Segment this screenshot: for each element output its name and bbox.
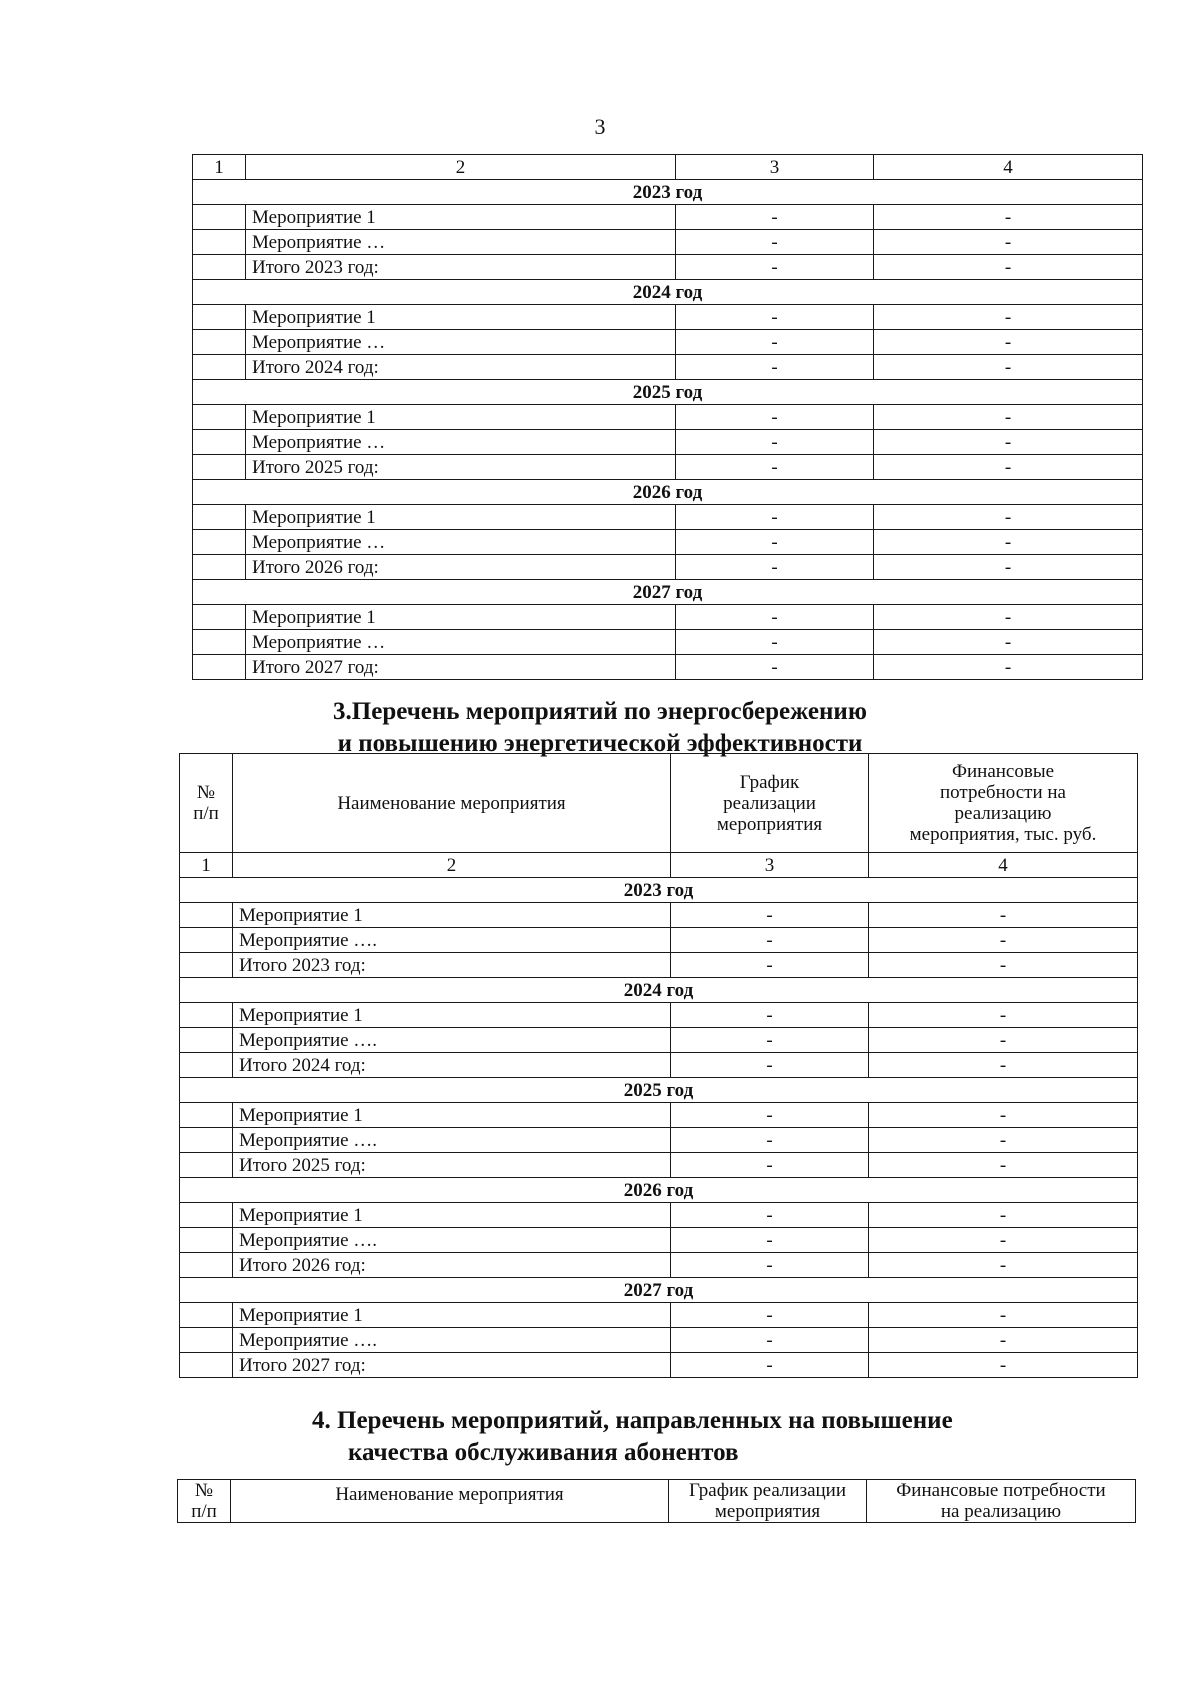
event-schedule: - [671, 1228, 869, 1253]
year-total-label: Итого 2024 год: [246, 355, 676, 380]
number-cell [180, 1128, 233, 1153]
year-row [193, 480, 1143, 505]
event-finance: - [874, 230, 1143, 255]
year-total-finance: - [869, 1053, 1138, 1078]
number-cell [193, 205, 246, 230]
event-schedule: - [671, 1128, 869, 1153]
table-row [180, 1328, 1138, 1353]
year-total-finance: - [869, 1353, 1138, 1378]
number-cell [180, 1103, 233, 1128]
event-name: Мероприятие 1 [246, 605, 676, 630]
number-cell [180, 1228, 233, 1253]
column-number-row [180, 853, 1138, 878]
number-cell [180, 1303, 233, 1328]
table-row [193, 430, 1143, 455]
customer-service-events-table [177, 1479, 1136, 1523]
year-total-finance: - [869, 1253, 1138, 1278]
event-name: Мероприятие …. [233, 1128, 671, 1153]
event-finance: - [869, 1303, 1138, 1328]
year-total-label: Итого 2025 год: [233, 1153, 671, 1178]
section-3-title [0, 696, 1200, 760]
col-header-schedule: График реализации мероприятия [671, 754, 869, 853]
year-total-label: Итого 2025 год: [246, 455, 676, 480]
event-finance: - [874, 630, 1143, 655]
number-cell [180, 1353, 233, 1378]
event-schedule: - [671, 903, 869, 928]
year-heading: 2023 год [193, 180, 1143, 205]
event-schedule: - [676, 505, 874, 530]
number-cell [180, 903, 233, 928]
col-header-number: № п/п [178, 1480, 231, 1523]
column-number-4: 4 [869, 853, 1138, 878]
table-row [193, 405, 1143, 430]
column-number-2: 2 [246, 155, 676, 180]
event-schedule: - [676, 530, 874, 555]
event-name: Мероприятие …. [233, 928, 671, 953]
number-cell [180, 953, 233, 978]
event-schedule: - [676, 430, 874, 455]
event-schedule: - [671, 1028, 869, 1053]
events-table-continued [192, 154, 1143, 680]
number-cell [180, 1203, 233, 1228]
column-number-2: 2 [233, 853, 671, 878]
event-finance: - [869, 903, 1138, 928]
event-finance: - [874, 605, 1143, 630]
year-total-label: Итого 2026 год: [246, 555, 676, 580]
year-total-schedule: - [676, 455, 874, 480]
event-name: Мероприятие … [246, 430, 676, 455]
year-total-label: Итого 2024 год: [233, 1053, 671, 1078]
table3-header-row [178, 1480, 1136, 1523]
table-row [193, 605, 1143, 630]
number-cell [193, 430, 246, 455]
event-schedule: - [676, 330, 874, 355]
event-schedule: - [676, 305, 874, 330]
year-total-finance: - [874, 255, 1143, 280]
event-name: Мероприятие 1 [233, 1003, 671, 1028]
year-row [193, 580, 1143, 605]
number-cell [180, 1053, 233, 1078]
year-heading: 2027 год [193, 580, 1143, 605]
year-total-label: Итого 2026 год: [233, 1253, 671, 1278]
year-total-finance: - [874, 455, 1143, 480]
total-row [193, 655, 1143, 680]
total-row [180, 1353, 1138, 1378]
event-name: Мероприятие 1 [233, 903, 671, 928]
table-row [193, 230, 1143, 255]
year-total-finance: - [869, 1153, 1138, 1178]
event-finance: - [869, 928, 1138, 953]
total-row [193, 355, 1143, 380]
section-3-title-line2: и повышению энергетической эффективности [337, 730, 863, 757]
number-cell [193, 230, 246, 255]
total-row [180, 1153, 1138, 1178]
event-name: Мероприятие 1 [233, 1303, 671, 1328]
event-name: Мероприятие …. [233, 1328, 671, 1353]
year-heading: 2026 год [193, 480, 1143, 505]
total-row [180, 953, 1138, 978]
event-schedule: - [676, 405, 874, 430]
year-row [180, 878, 1138, 903]
table-row [180, 1003, 1138, 1028]
section-4-title [312, 1405, 1172, 1469]
event-name: Мероприятие …. [233, 1228, 671, 1253]
event-name: Мероприятие 1 [246, 405, 676, 430]
event-name: Мероприятие … [246, 230, 676, 255]
year-total-finance: - [874, 355, 1143, 380]
event-schedule: - [676, 605, 874, 630]
year-heading: 2024 год [180, 978, 1138, 1003]
column-number-3: 3 [676, 155, 874, 180]
table-row [180, 1203, 1138, 1228]
event-finance: - [869, 1028, 1138, 1053]
table-row [193, 530, 1143, 555]
number-cell [193, 555, 246, 580]
event-schedule: - [676, 205, 874, 230]
event-name: Мероприятие 1 [246, 305, 676, 330]
year-row [180, 1078, 1138, 1103]
year-total-label: Итого 2023 год: [246, 255, 676, 280]
col-header-name: Наименование мероприятия [231, 1480, 669, 1523]
number-cell [193, 455, 246, 480]
event-finance: - [874, 305, 1143, 330]
total-row [193, 255, 1143, 280]
event-finance: - [869, 1128, 1138, 1153]
col-header-finance: Финансовые потребности на реализацию [867, 1480, 1136, 1523]
number-cell [180, 1253, 233, 1278]
event-schedule: - [671, 1203, 869, 1228]
col-header-number: № п/п [180, 754, 233, 853]
year-total-schedule: - [676, 555, 874, 580]
table-row [180, 928, 1138, 953]
column-number-row [193, 155, 1143, 180]
event-name: Мероприятие …. [233, 1028, 671, 1053]
number-cell [180, 1328, 233, 1353]
table-row [180, 1128, 1138, 1153]
event-finance: - [869, 1103, 1138, 1128]
number-cell [193, 630, 246, 655]
year-row [193, 280, 1143, 305]
year-heading: 2025 год [193, 380, 1143, 405]
event-schedule: - [676, 630, 874, 655]
total-row [193, 455, 1143, 480]
year-total-schedule: - [671, 1353, 869, 1378]
column-number-1: 1 [180, 853, 233, 878]
year-heading: 2024 год [193, 280, 1143, 305]
number-cell [193, 305, 246, 330]
event-name: Мероприятие 1 [246, 505, 676, 530]
year-total-finance: - [874, 655, 1143, 680]
table-row [193, 205, 1143, 230]
col-header-finance: Финансовые потребности на реализацию мероприятия, тыс. руб. [869, 754, 1138, 853]
number-cell [180, 1153, 233, 1178]
table-row [180, 1028, 1138, 1053]
event-schedule: - [671, 928, 869, 953]
table-row [180, 903, 1138, 928]
event-finance: - [874, 505, 1143, 530]
year-row [193, 180, 1143, 205]
year-total-finance: - [874, 555, 1143, 580]
number-cell [180, 1028, 233, 1053]
col-header-schedule: График реализации мероприятия [669, 1480, 867, 1523]
table2-header-row [180, 754, 1138, 853]
energy-saving-events-table [179, 753, 1138, 1378]
event-name: Мероприятие … [246, 630, 676, 655]
event-schedule: - [676, 230, 874, 255]
number-cell [180, 1003, 233, 1028]
event-schedule: - [671, 1328, 869, 1353]
column-number-1: 1 [193, 155, 246, 180]
year-row [180, 978, 1138, 1003]
table-row [193, 505, 1143, 530]
year-total-finance: - [869, 953, 1138, 978]
year-total-label: Итого 2023 год: [233, 953, 671, 978]
section-3-title-line1: 3.Перечень мероприятий по энергосбережению [333, 698, 867, 725]
table-row [180, 1228, 1138, 1253]
number-cell [193, 405, 246, 430]
number-cell [193, 255, 246, 280]
column-number-3: 3 [671, 853, 869, 878]
column-number-4: 4 [874, 155, 1143, 180]
event-finance: - [874, 330, 1143, 355]
event-finance: - [874, 430, 1143, 455]
number-cell [193, 605, 246, 630]
number-cell [193, 330, 246, 355]
event-finance: - [869, 1003, 1138, 1028]
table-row [193, 305, 1143, 330]
year-row [180, 1178, 1138, 1203]
year-total-schedule: - [676, 655, 874, 680]
col-header-name: Наименование мероприятия [233, 754, 671, 853]
event-schedule: - [671, 1003, 869, 1028]
total-row [180, 1253, 1138, 1278]
event-finance: - [874, 405, 1143, 430]
total-row [180, 1053, 1138, 1078]
year-heading: 2025 год [180, 1078, 1138, 1103]
page-number: 3 [594, 114, 606, 139]
event-name: Мероприятие 1 [233, 1203, 671, 1228]
section-4-title-line2: качества обслуживания абонентов [348, 1439, 739, 1466]
event-name: Мероприятие 1 [233, 1103, 671, 1128]
year-heading: 2023 год [180, 878, 1138, 903]
event-finance: - [869, 1328, 1138, 1353]
event-name: Мероприятие 1 [246, 205, 676, 230]
year-row [180, 1278, 1138, 1303]
event-finance: - [874, 205, 1143, 230]
year-total-label: Итого 2027 год: [246, 655, 676, 680]
number-cell [193, 355, 246, 380]
event-finance: - [869, 1203, 1138, 1228]
number-cell [193, 505, 246, 530]
table-row [180, 1303, 1138, 1328]
year-total-label: Итого 2027 год: [233, 1353, 671, 1378]
event-finance: - [874, 530, 1143, 555]
event-schedule: - [671, 1303, 869, 1328]
number-cell [193, 655, 246, 680]
year-total-schedule: - [671, 1253, 869, 1278]
table-row [180, 1103, 1138, 1128]
event-name: Мероприятие … [246, 330, 676, 355]
number-cell [180, 928, 233, 953]
year-total-schedule: - [676, 355, 874, 380]
event-finance: - [869, 1228, 1138, 1253]
year-total-schedule: - [671, 953, 869, 978]
year-total-schedule: - [676, 255, 874, 280]
number-cell [193, 530, 246, 555]
year-total-schedule: - [671, 1053, 869, 1078]
section-4-title-line1: 4. Перечень мероприятий, направленных на повышение [312, 1407, 953, 1434]
total-row [193, 555, 1143, 580]
table-row [193, 630, 1143, 655]
year-row [193, 380, 1143, 405]
event-name: Мероприятие … [246, 530, 676, 555]
year-heading: 2026 год [180, 1178, 1138, 1203]
year-heading: 2027 год [180, 1278, 1138, 1303]
event-schedule: - [671, 1103, 869, 1128]
year-total-schedule: - [671, 1153, 869, 1178]
table-row [193, 330, 1143, 355]
